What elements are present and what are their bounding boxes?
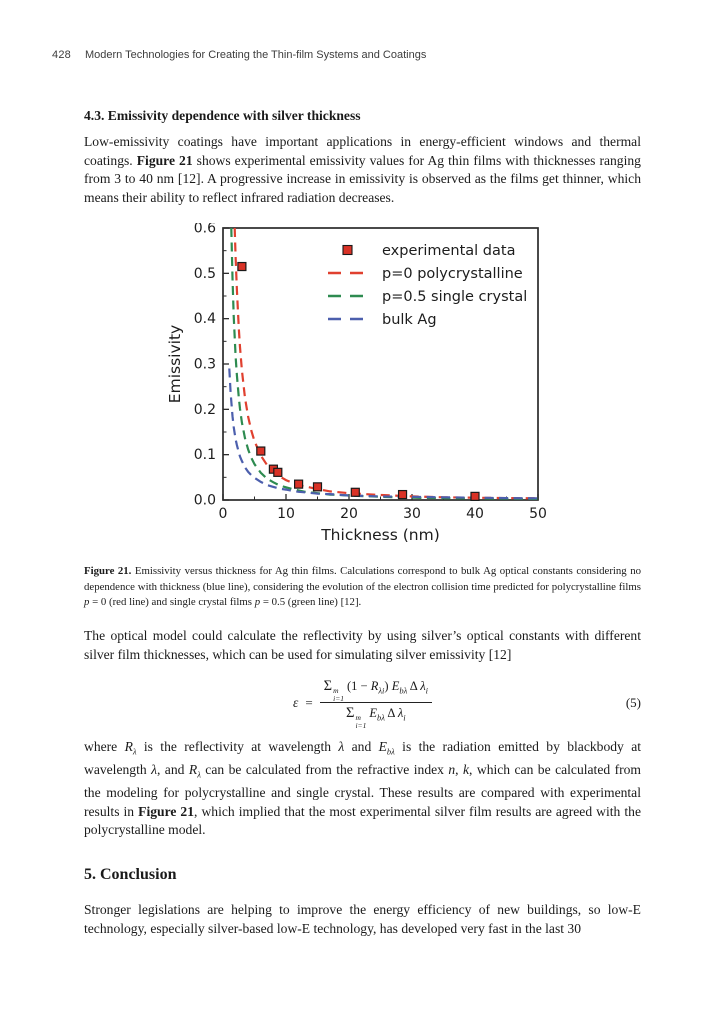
legend-marker-square (343, 246, 352, 255)
y-tick-label: 0.1 (193, 447, 216, 464)
experimental-data-point (238, 263, 246, 271)
equation-numerator: Σ m i=1 $(1 - R_{\lambda i})$ $E_{b\lambda}$ Δ $\lambda_i$ (320, 678, 432, 703)
section-heading-4-3: 4.3. Emissivity dependence with silver thickness (84, 108, 361, 123)
page-number: 428 (52, 49, 71, 61)
paragraph-conclusion: Stronger legislations are helping to improve the energy efficiency of new buildings, so low-E technology, especially silver-based low-E technology, has developed very fast in the last 30 (84, 901, 641, 936)
legend-label: bulk Ag (382, 312, 437, 329)
y-tick-label: 0.4 (193, 311, 216, 328)
equation-5-body (292, 678, 432, 731)
experimental-data-point (274, 469, 282, 477)
equation-5 (84, 678, 641, 731)
experimental-data-point (471, 493, 479, 501)
experimental-data-point (295, 481, 303, 489)
x-tick-label: 10 (277, 506, 295, 523)
x-tick-label: 40 (466, 506, 484, 523)
experimental-data-point (257, 447, 265, 455)
legend-label: p=0 polycrystalline (382, 266, 523, 283)
equation-equals: = (305, 694, 313, 710)
equation-number: (5) (625, 694, 641, 710)
paragraph-intro: Low-emissivity coatings have important applications in energy-efficient windows and thermal coatings. Figure 21 shows experimental emissivity values for Ag thin films with thicknesses ranging from 3 to 40 nm [12]. A progressive increase in emissivity is observed as the films get thinner, which means their ability to reflect infrared radiation decreases. (84, 134, 641, 205)
legend-label: experimental data (382, 243, 516, 260)
y-tick-label: 0.3 (193, 356, 216, 373)
experimental-data-point (399, 491, 407, 499)
x-axis-label: Thickness (nm) (321, 526, 440, 545)
emissivity-chart (166, 223, 641, 552)
y-tick-label: 0.6 (193, 223, 216, 237)
paragraph-optical-model: The optical model could calculate the reflectivity by using silver’s optical constants with different silver film thicknesses, which can be used for simulating silver emissivity [12] (84, 627, 641, 662)
curve-bulk-ag (229, 369, 538, 499)
equation-denominator: Σ m i=1 $E_{b\lambda}$ Δ $\lambda_i$ (346, 705, 406, 731)
x-tick-label: 0 (218, 506, 228, 523)
section-heading-5: 5. Conclusion (84, 865, 177, 883)
figure-21 (84, 223, 641, 610)
equation-lhs: ε (292, 694, 299, 710)
paragraph-where-clause: where $R_\lambda$ is the reflectivity at wavelength λ and $E_{b\lambda}$ is the radiation emitted by blackbody at wavelength λ, and $R_\lambda$ can be calculated from the refractive index n, k, which can be calculated from the modeling for polycrystalline and single crystal. These results are compared with experimental results in Figure 21, which implied that the most experimental silver film results are agreed with the polycrystalline model. (84, 738, 642, 838)
running-header (52, 49, 639, 61)
experimental-data-point (314, 483, 322, 491)
y-tick-label: 0.5 (193, 266, 216, 283)
page-body (84, 100, 641, 938)
figure-21-plot (166, 223, 580, 547)
equation-fraction (320, 678, 432, 731)
x-tick-label: 30 (403, 506, 421, 523)
x-tick-label: 20 (340, 506, 358, 523)
legend-label: p=0.5 single crystal (382, 289, 528, 306)
y-tick-label: 0.2 (193, 402, 216, 419)
running-title: Modern Technologies for Creating the Thin-film Systems and Coatings (84, 49, 427, 61)
figure-21-caption: Figure 21. Emissivity versus thickness for Ag thin films. Calculations correspond to bulk Ag optical constants considering no dependence with thickness (blue line), considering the evolution of the electron collision time predicted for polycrystalline films p = 0 (red line) and single crystal films p = 0.5 (green line) [12]. (84, 565, 641, 608)
y-axis-label: Emissivity (166, 325, 184, 404)
y-tick-label: 0.0 (193, 492, 216, 509)
experimental-data-point (351, 489, 359, 497)
x-tick-label: 50 (529, 506, 547, 523)
